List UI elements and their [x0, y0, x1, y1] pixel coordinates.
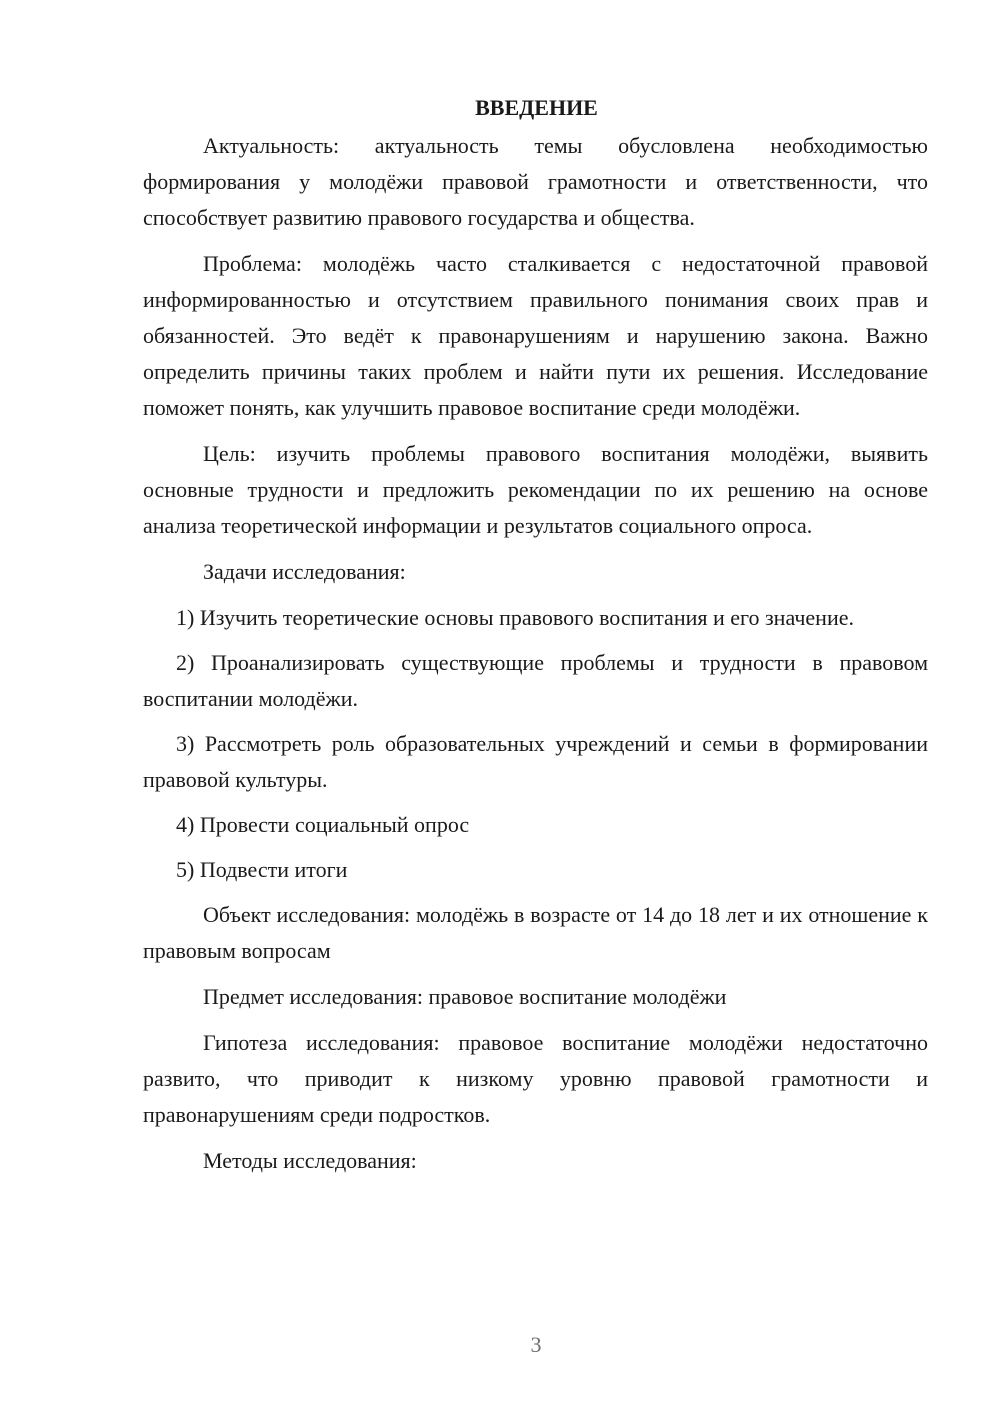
- task-item-1: 1) Изучить теоретические основы правового воспитания и его значение.: [176, 605, 854, 630]
- task-item-5: 5) Подвести итоги: [176, 857, 348, 882]
- problem-paragraph: Проблема: молодёжь часто сталкивается с недостаточной правовой информированностью и отсутствием правильного понимания своих прав и обязанностей. Это ведёт к правонарушениям и нарушению закона. Важно определить причины таких проблем и найти пути их решения. Исследование поможет понять, как улучшить правовое воспитание среди молодёжи.: [143, 251, 928, 420]
- object-paragraph: Объект исследования: молодёжь в возрасте от 14 до 18 лет и их отношение к правовым вопросам: [143, 902, 928, 963]
- tasks-title: Задачи исследования:: [203, 559, 406, 584]
- task-item-3: 3) Рассмотреть роль образовательных учреждений и семьи в формировании правовой культуры.: [143, 731, 928, 792]
- document-page: [143, 90, 928, 1189]
- relevance-paragraph: Актуальность: актуальность темы обусловлена необходимостью формирования у молодёжи правовой грамотности и ответственности, что способствует развитию правового государства и общества.: [143, 133, 928, 230]
- page-number: 3: [530, 1332, 542, 1357]
- document-heading: ВВЕДЕНИЕ: [475, 95, 598, 120]
- goal-paragraph: Цель: изучить проблемы правового воспитания молодёжи, выявить основные трудности и предложить рекомендации по их решению на основе анализа теоретической информации и результатов социального опроса.: [143, 441, 928, 538]
- subject-paragraph: Предмет исследования: правовое воспитание молодёжи: [203, 984, 727, 1009]
- task-item-4: 4) Провести социальный опрос: [176, 812, 470, 837]
- methods-title: Методы исследования:: [203, 1148, 417, 1173]
- task-item-2: 2) Проанализировать существующие проблемы и трудности в правовом воспитании молодёжи.: [143, 650, 928, 711]
- hypothesis-paragraph: Гипотеза исследования: правовое воспитание молодёжи недостаточно развито, что приводит к низкому уровню правовой грамотности и правонарушениям среди подростков.: [143, 1030, 928, 1127]
